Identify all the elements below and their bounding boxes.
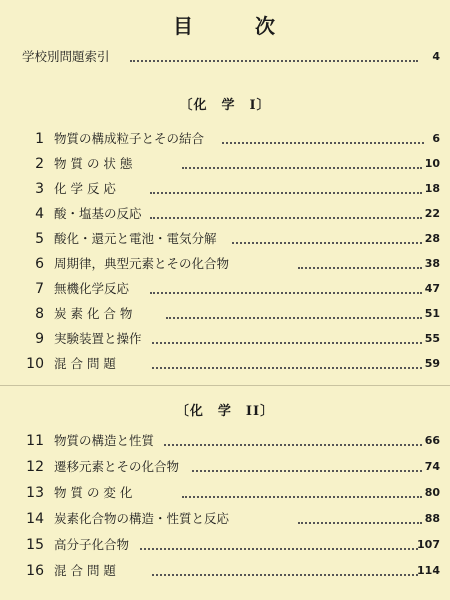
toc-row[interactable] — [0, 178, 450, 200]
section-heading-chem1: 〔化 学 I〕 — [179, 98, 271, 113]
toc-num: 13 — [26, 485, 44, 501]
toc-num: 4 — [35, 206, 44, 222]
toc-row[interactable] — [0, 482, 450, 504]
leader-dots — [152, 574, 418, 576]
toc-label: 物質の構成粒子とその結合 — [54, 131, 205, 146]
toc-label: 物 質 の 状 態 — [54, 156, 133, 171]
toc-num: 6 — [35, 256, 44, 272]
leader-dots — [152, 367, 422, 369]
toc-label: 混 合 問 題 — [54, 356, 116, 371]
toc-page: 51 — [424, 307, 440, 320]
toc-row[interactable] — [0, 456, 450, 478]
toc-page: 28 — [424, 232, 440, 245]
title-left: 目 — [173, 14, 195, 38]
toc-label: 化 学 反 応 — [54, 181, 116, 196]
toc-label: 酸・塩基の反応 — [54, 206, 142, 221]
leader-dots — [150, 217, 422, 219]
toc-num: 3 — [35, 181, 44, 197]
leader-dots — [222, 142, 424, 144]
toc-row[interactable] — [0, 508, 450, 530]
leader-dots — [164, 444, 422, 446]
toc-page: 80 — [424, 486, 440, 499]
index-entry-label: 学校別問題索引 — [22, 49, 110, 64]
toc-num: 5 — [35, 231, 44, 247]
toc-label: 物 質 の 変 化 — [54, 485, 133, 500]
toc-num: 16 — [26, 563, 44, 579]
toc-num: 8 — [35, 306, 44, 322]
index-entry-page: 4 — [432, 50, 440, 63]
leader-dots — [150, 192, 422, 194]
toc-row[interactable] — [0, 560, 450, 582]
toc-page: 10 — [424, 157, 440, 170]
toc-page: 22 — [424, 207, 440, 220]
toc-label: 高分子化合物 — [54, 537, 130, 552]
toc-row[interactable] — [0, 534, 450, 556]
leader-dots — [182, 496, 422, 498]
toc-num: 2 — [35, 156, 44, 172]
toc-row[interactable] — [0, 228, 450, 250]
toc-label: 無機化学反応 — [54, 281, 130, 296]
toc-num: 1 — [35, 131, 44, 147]
toc-num: 10 — [26, 356, 44, 372]
leader-dots — [298, 522, 422, 524]
toc-label: 物質の構造と性質 — [54, 433, 155, 448]
toc-num: 15 — [26, 537, 44, 553]
toc-row[interactable] — [0, 203, 450, 225]
toc-page: 47 — [424, 282, 440, 295]
toc-row[interactable] — [0, 303, 450, 325]
leader-dots — [140, 548, 418, 550]
divider — [0, 385, 450, 386]
leader-dots — [232, 242, 422, 244]
leader-dots — [152, 342, 422, 344]
toc-num: 9 — [35, 331, 44, 347]
toc-num: 11 — [26, 433, 44, 449]
toc-row[interactable] — [0, 278, 450, 300]
title-right: 次 — [255, 14, 277, 38]
index-entry[interactable] — [0, 46, 450, 68]
toc-num: 14 — [26, 511, 44, 527]
toc-label: 炭 素 化 合 物 — [54, 306, 133, 321]
toc-page: 114 — [417, 564, 440, 577]
toc-label: 実験装置と操作 — [54, 331, 142, 346]
leader-dots — [150, 292, 422, 294]
toc-label: 遷移元素とその化合物 — [54, 459, 180, 474]
toc-page: 59 — [424, 357, 440, 370]
page-title — [0, 10, 450, 39]
toc-page: 66 — [424, 434, 440, 447]
toc-row[interactable] — [0, 328, 450, 350]
toc-page: 6 — [432, 132, 440, 145]
toc-page: 107 — [417, 538, 440, 551]
toc-row[interactable] — [0, 128, 450, 150]
leader-dots — [298, 267, 422, 269]
toc-label: 酸化・還元と電池・電気分解 — [54, 231, 217, 246]
toc-row[interactable] — [0, 353, 450, 375]
toc-label: 混 合 問 題 — [54, 563, 116, 578]
leader-dots — [182, 167, 422, 169]
leader-dots — [166, 317, 422, 319]
toc-row[interactable] — [0, 153, 450, 175]
toc-label: 周期律，典型元素とその化合物 — [54, 256, 230, 271]
toc-num: 12 — [26, 459, 44, 475]
toc-page: 18 — [424, 182, 440, 195]
toc-label: 炭素化合物の構造・性質と反応 — [54, 511, 230, 526]
toc-row[interactable] — [0, 430, 450, 452]
toc-page: 74 — [424, 460, 440, 473]
toc-page: 38 — [424, 257, 440, 270]
toc-num: 7 — [35, 281, 44, 297]
toc-row[interactable] — [0, 253, 450, 275]
section-heading-chem2: 〔化 学 II〕 — [175, 404, 275, 419]
toc-page: 88 — [424, 512, 440, 525]
toc-page: 55 — [424, 332, 440, 345]
leader-dots — [192, 470, 422, 472]
leader-dots — [130, 60, 418, 62]
